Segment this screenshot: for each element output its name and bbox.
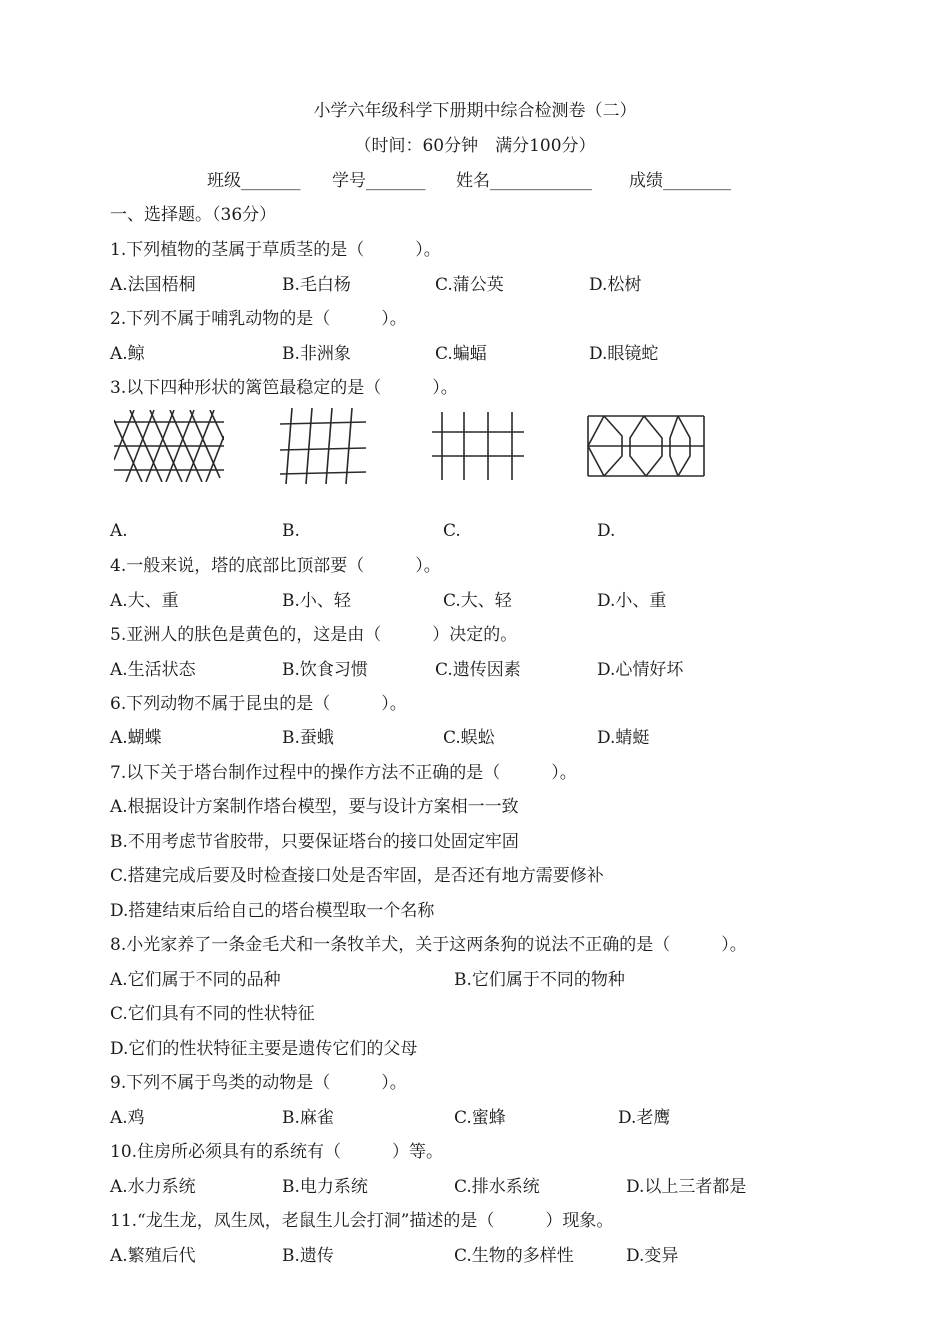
question-11: 11.“龙生龙，凤生凤，老鼠生儿会打洞”描述的是（ ）现象。: [110, 1211, 614, 1231]
q1-option-b: B.毛白杨: [282, 275, 351, 295]
question-2: 2.下列不属于哺乳动物的是（ ）。: [110, 309, 407, 329]
page-title: 小学六年级科学下册期中综合检测卷（二）: [313, 101, 637, 121]
q6-option-c: C.蜈蚣: [443, 728, 495, 748]
q7-option-c: C.搭建完成后要及时检查接口处是否牢固，是否还有地方需要修补: [110, 866, 604, 886]
q4-option-c: C.大、轻: [443, 591, 512, 611]
q2-option-c: C.蝙蝠: [435, 344, 487, 364]
q5-option-b: B.饮食习惯: [282, 660, 368, 680]
q10-option-b: B.电力系统: [282, 1177, 368, 1197]
exam-time-info: （时间：60分钟 满分100分）: [354, 136, 596, 156]
q6-option-d: D.蜻蜓: [597, 728, 650, 748]
fence-slanted-grid-figure: [278, 406, 368, 486]
q8-option-b: B.它们属于不同的物种: [454, 970, 625, 990]
q11-option-b: B.遗传: [282, 1246, 334, 1266]
question-1: 1.下列植物的茎属于草质茎的是（ ）。: [110, 240, 441, 260]
question-9: 9.下列不属于鸟类的动物是（ ）。: [110, 1073, 407, 1093]
q1-option-c: C.蒲公英: [435, 275, 504, 295]
fence-triangle-lattice-figure: [114, 410, 224, 482]
q6-option-b: B.蚕蛾: [282, 728, 334, 748]
q11-option-c: C.生物的多样性: [454, 1246, 574, 1266]
q2-option-a: A.鲸: [110, 344, 145, 364]
q7-option-b: B.不用考虑节省胶带，只要保证塔台的接口处固定牢固: [110, 832, 519, 852]
q11-option-a: A.繁殖后代: [110, 1246, 196, 1266]
question-10: 10.住房所必须具有的系统有（ ）等。: [110, 1142, 444, 1162]
class-field[interactable]: 班级_______: [207, 171, 301, 191]
q8-option-c: C.它们具有不同的性状特征: [110, 1004, 315, 1024]
q2-option-d: D.眼镜蛇: [589, 344, 659, 364]
fence-hexagon-pattern-figure: [586, 410, 706, 482]
q9-option-a: A.鸡: [110, 1108, 145, 1128]
q5-option-a: A.生活状态: [110, 660, 196, 680]
q8-option-a: A.它们属于不同的品种: [110, 970, 281, 990]
q3-option-b: B.: [282, 521, 300, 541]
question-3: 3.以下四种形状的篱笆最稳定的是（ ）。: [110, 378, 458, 398]
question-7: 7.以下关于塔台制作过程中的操作方法不正确的是（ ）。: [110, 763, 577, 783]
q1-option-d: D.松树: [589, 275, 642, 295]
q6-option-a: A.蝴蝶: [110, 728, 162, 748]
q4-option-b: B.小、轻: [282, 591, 351, 611]
q8-option-d: D.它们的性状特征主要是遗传它们的父母: [110, 1039, 418, 1059]
name-field[interactable]: 姓名____________: [456, 171, 592, 191]
score-field[interactable]: 成绩________: [629, 171, 731, 191]
q7-option-a: A.根据设计方案制作塔台模型，要与设计方案相一一致: [110, 797, 519, 817]
q2-option-b: B.非洲象: [282, 344, 351, 364]
q10-option-c: C.排水系统: [454, 1177, 540, 1197]
q3-option-d: D.: [597, 521, 616, 541]
q9-option-b: B.麻雀: [282, 1108, 334, 1128]
question-5: 5.亚洲人的肤色是黄色的，这是由（ ）决定的。: [110, 625, 518, 645]
q7-option-d: D.搭建结束后给自己的塔台模型取一个名称: [110, 901, 435, 921]
q10-option-d: D.以上三者都是: [626, 1177, 747, 1197]
q1-option-a: A.法国梧桐: [110, 275, 196, 295]
question-4: 4.一般来说，塔的底部比顶部要（ ）。: [110, 556, 441, 576]
q9-option-d: D.老鹰: [618, 1108, 671, 1128]
q9-option-c: C.蜜蜂: [454, 1108, 506, 1128]
q11-option-d: D.变异: [626, 1246, 679, 1266]
q3-option-c: C.: [443, 521, 461, 541]
q10-option-a: A.水力系统: [110, 1177, 196, 1197]
q3-option-a: A.: [110, 521, 128, 541]
q5-option-d: D.心情好坏: [597, 660, 684, 680]
q4-option-a: A.大、重: [110, 591, 179, 611]
q5-option-c: C.遗传因素: [435, 660, 521, 680]
student-number-field[interactable]: 学号_______: [332, 171, 426, 191]
question-8: 8.小光家养了一条金毛犬和一条牧羊犬，关于这两条狗的说法不正确的是（ ）。: [110, 935, 747, 955]
section-heading: 一、选择题。（36分）: [110, 205, 277, 225]
fence-square-grid-figure: [432, 410, 524, 482]
question-6: 6.下列动物不属于昆虫的是（ ）。: [110, 694, 407, 714]
q4-option-d: D.小、重: [597, 591, 667, 611]
